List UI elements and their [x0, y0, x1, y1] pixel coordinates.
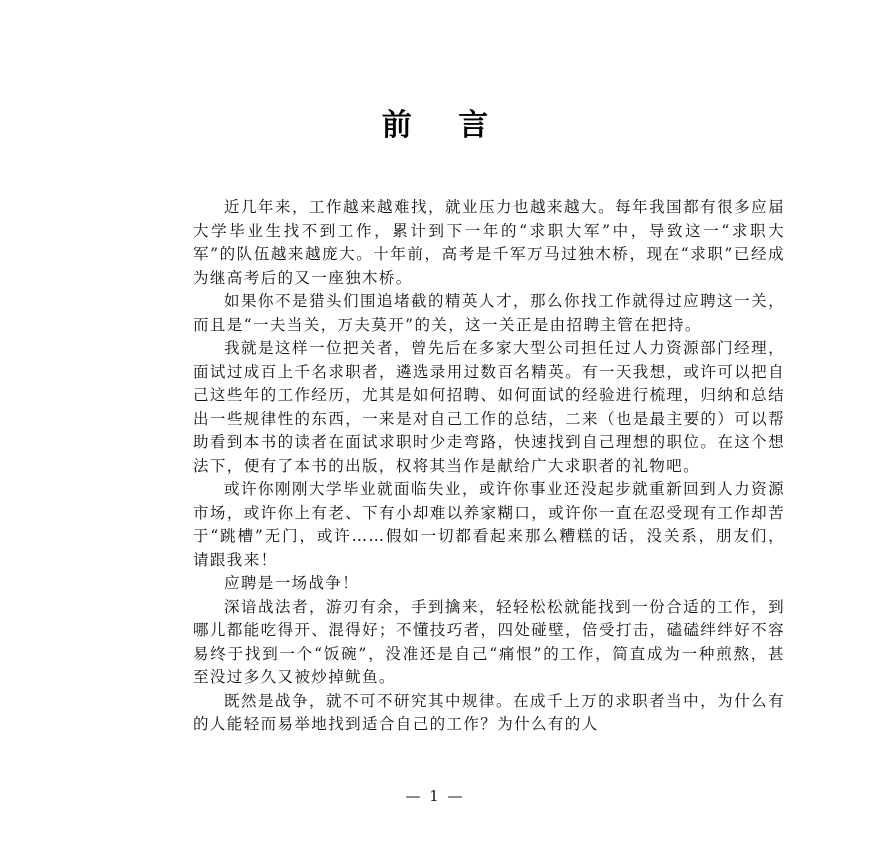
paragraph: 我就是这样一位把关者，曾先后在多家大型公司担任过人力资源部门经理，面试过成百上千名求职者，遴选录用过数百名精英。有一天我想，或许可以把自己这些年的工作经历，尤其是如何招聘、如何面试的经验进行梳理，归纳和总结出一些规律性的东西，一来是对自己工作的总结，二来（也是最主要的）可以帮助看到本书的读者在面试求职时少走弯路，快速找到自己理想的职位。在这个想法下，便有了本书的出版，权将其当作是献给广大求职者的礼物吧。 — [193, 339, 785, 475]
paragraph: 或许你刚刚大学毕业就面临失业，或许你事业还没起步就重新回到人力资源市场，或许你上有老、下有小却难以养家糊口，或许你一直在忍受现有工作却苦于“跳槽”无门，或许……假如一切都看起来那么糟糕的话，没关系，朋友们，请跟我来！ — [193, 480, 785, 569]
paragraph: 深谙战法者，游刃有余，手到擒来，轻轻松松就能找到一份合适的工作，到哪儿都能吃得开、混得好；不懂技巧者，四处碰壁，倍受打击，磕磕绊绊好不容易终于找到一个“饭碗”，没准还是自己“痛恨”的工作，简直成为一种煎熬，甚至没过多久又被炒掉鱿鱼。 — [193, 597, 785, 686]
page-title: 前 言 — [381, 108, 507, 143]
paragraph: 如果你不是猎头们围追堵截的精英人才，那么你找工作就得过应聘这一关，而且是“一夫当关，万夫莫开”的关，这一关正是由招聘主管在把持。 — [193, 292, 785, 334]
body-text — [193, 196, 785, 737]
page-number: — 1 — — [405, 787, 465, 805]
paragraph: 既然是战争，就不可不研究其中规律。在成千上万的求职者当中，为什么有的人能轻而易举地找到适合自己的工作？为什么有的人 — [193, 691, 785, 733]
paragraph: 应聘是一场战争！ — [224, 574, 360, 592]
paragraph: 近几年来，工作越来越难找，就业压力也越来越大。每年我国都有很多应届大学毕业生找不到工作，累计到下一年的“求职大军”中，导致这一“求职大军”的队伍越来越庞大。十年前，高考是千军万马过独木桥，现在“求职”已经成为继高考后的又一座独木桥。 — [193, 198, 785, 287]
